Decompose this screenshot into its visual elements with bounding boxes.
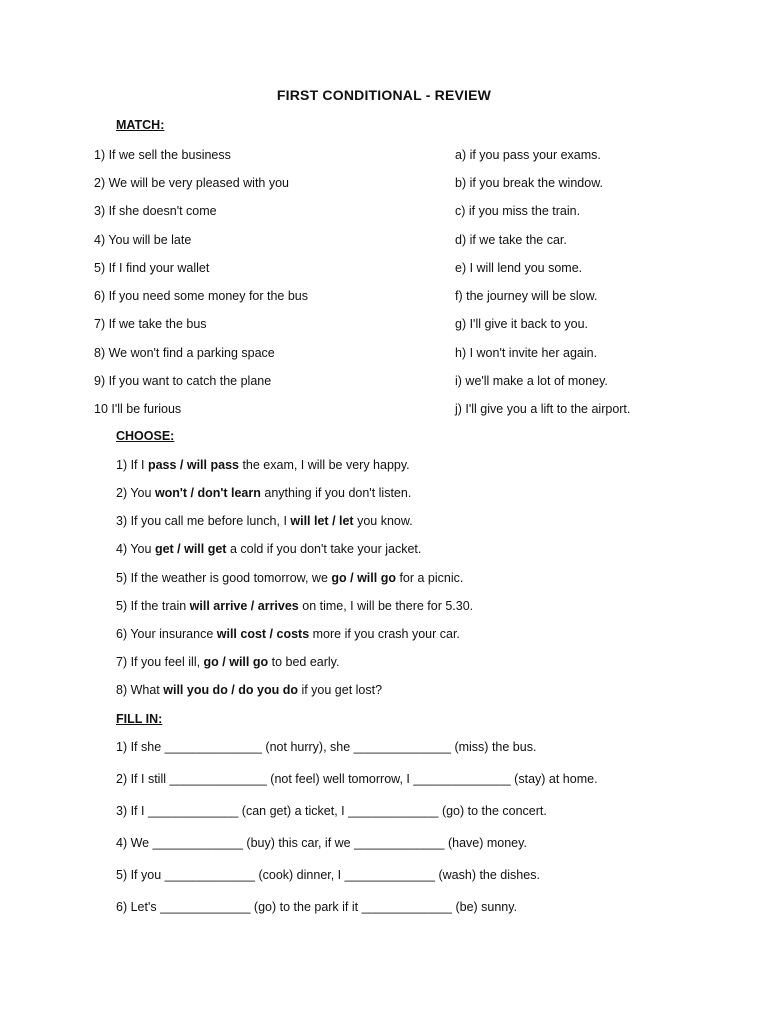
fill-item: 6) Let's _____________ (go) to the park if it _____________ (be) sunny. [116,900,518,914]
fill-item: 4) We _____________ (buy) this car, if we _____________ (have) money. [116,836,527,850]
choose-item: 2) You won't / don't learn anything if you don't listen. [116,486,412,500]
match-left-item: 9) If you want to catch the plane [94,374,272,388]
match-right-item: i) we'll make a lot of money. [455,374,608,388]
match-left-item: 2) We will be very pleased with you [94,176,289,190]
match-right-item: d) if we take the car. [455,233,567,247]
choose-item: 7) If you feel ill, go / will go to bed early. [116,655,340,669]
match-left-item: 6) If you need some money for the bus [94,289,309,303]
match-right-item: e) I will lend you some. [455,261,583,275]
match-heading: MATCH: [116,118,165,132]
match-left-item: 4) You will be late [94,233,192,247]
match-left-item: 7) If we take the bus [94,317,207,331]
choose-item: 5) If the weather is good tomorrow, we go / will go for a picnic. [116,571,464,585]
match-right-item: j) I'll give you a lift to the airport. [455,402,631,416]
choose-item: 5) If the train will arrive / arrives on time, I will be there for 5.30. [116,599,474,613]
choose-item: 6) Your insurance will cost / costs more if you crash your car. [116,627,460,641]
match-left-item: 5) If I find your wallet [94,261,210,275]
choose-item: 1) If I pass / will pass the exam, I will be very happy. [116,458,410,472]
match-right-item: a) if you pass your exams. [455,148,601,162]
match-right-item: h) I won't invite her again. [455,346,598,360]
match-right-item: b) if you break the window. [455,176,603,190]
match-left-item: 10 I'll be furious [94,402,182,416]
fill-item: 3) If I _____________ (can get) a ticket, I _____________ (go) to the concert. [116,804,547,818]
match-right-item: g) I'll give it back to you. [455,317,589,331]
fill-heading: FILL IN: [116,712,163,726]
choose-item: 8) What will you do / do you do if you get lost? [116,683,383,697]
fill-item: 1) If she ______________ (not hurry), she ______________ (miss) the bus. [116,740,537,754]
match-left-item: 3) If she doesn't come [94,204,217,218]
fill-item: 5) If you _____________ (cook) dinner, I _____________ (wash) the dishes. [116,868,540,882]
match-right-item: f) the journey will be slow. [455,289,598,303]
match-left-item: 8) We won't find a parking space [94,346,275,360]
match-right-item: c) if you miss the train. [455,204,581,218]
choose-heading: CHOOSE: [116,429,175,443]
fill-item: 2) If I still ______________ (not feel) well tomorrow, I ______________ (stay) at home. [116,772,598,786]
choose-item: 3) If you call me before lunch, I will let / let you know. [116,514,413,528]
choose-item: 4) You get / will get a cold if you don't take your jacket. [116,542,422,556]
page-title: FIRST CONDITIONAL - REVIEW [276,87,492,103]
match-left-item: 1) If we sell the business [94,148,231,162]
